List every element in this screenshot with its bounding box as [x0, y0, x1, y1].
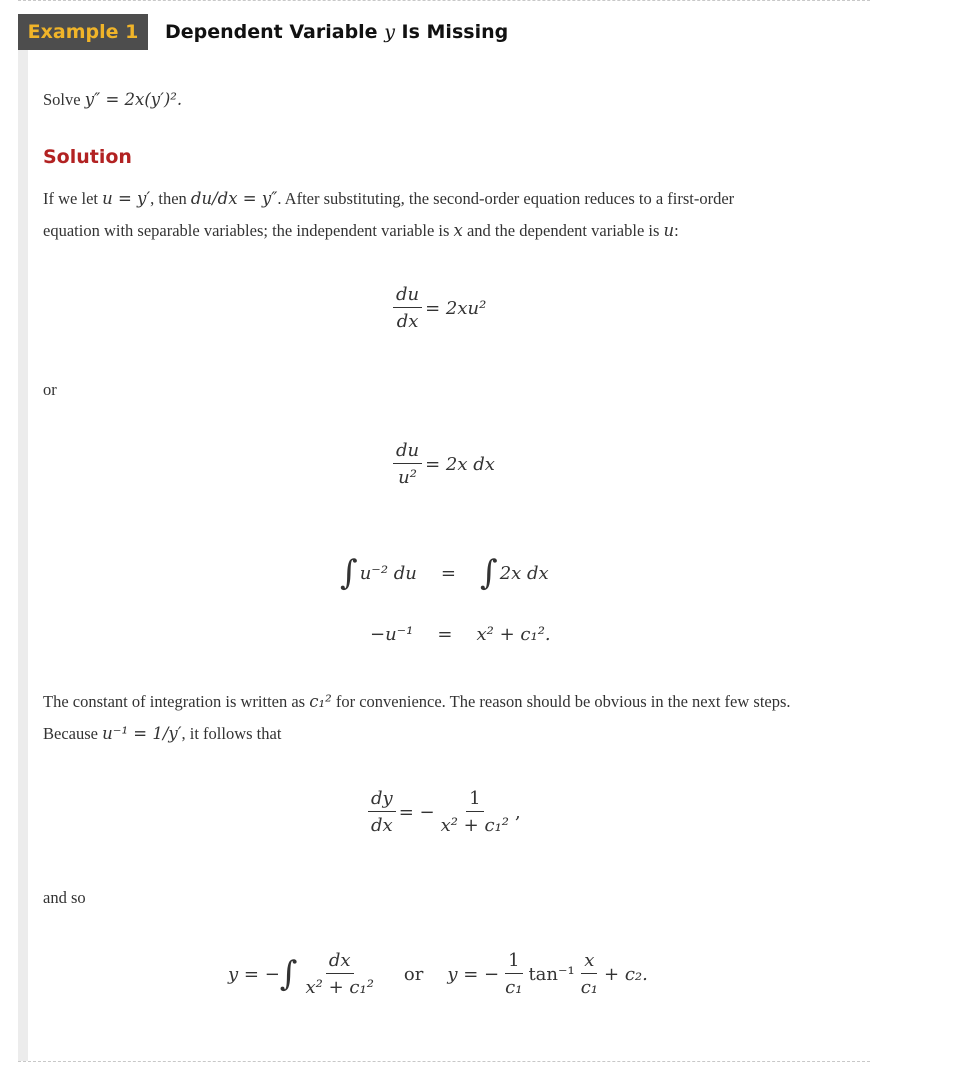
equation-lhs: y = −	[228, 963, 280, 985]
or-text: or	[43, 380, 57, 399]
equation-3	[340, 553, 549, 593]
equation-rhs: = 2x dx	[425, 453, 495, 475]
equation-1	[390, 284, 486, 332]
equation-tail: + c₂.	[604, 963, 648, 985]
denominator: c₁	[505, 977, 523, 998]
text: Because	[43, 724, 103, 743]
problem-equation: y″ = 2x(y′)².	[84, 90, 183, 109]
fraction	[303, 950, 377, 998]
bottom-dashed-border	[18, 1061, 870, 1062]
or-word: or	[403, 963, 424, 985]
numerator: x	[581, 950, 597, 974]
denominator: c₁	[580, 977, 599, 998]
and-so-text: and so	[43, 888, 86, 907]
integral-icon: ∫	[340, 553, 358, 593]
equation-lhs: u⁻² du	[359, 562, 417, 584]
equation-lhs: −u⁻¹	[370, 624, 414, 645]
problem-statement	[43, 90, 182, 110]
fraction	[393, 284, 422, 332]
math-inline: x	[453, 221, 463, 240]
integral-icon: ∫	[279, 954, 298, 994]
text: and the dependent variable is	[462, 221, 664, 240]
text: equation with separable variables; the independent variable is	[43, 221, 454, 240]
equation-rhs: 2x dx	[499, 562, 549, 584]
top-dashed-border	[18, 0, 870, 1]
math-inline: u = y′	[102, 189, 151, 208]
fraction	[368, 788, 396, 836]
text: The constant of integration is written as	[43, 692, 310, 711]
equals-sign: =	[437, 624, 453, 645]
paragraph-1-line-2	[43, 221, 679, 241]
text: . After substituting, the second-order equation reduces to a first-order	[277, 189, 735, 208]
paragraph-1-line-1	[43, 189, 734, 209]
denominator: x² + c₁²	[305, 977, 374, 998]
fraction	[578, 950, 601, 998]
numerator: 1	[505, 950, 522, 974]
solution-heading: Solution	[43, 146, 132, 168]
numerator: dy	[368, 788, 396, 812]
fraction	[438, 788, 512, 836]
numerator: 1	[466, 788, 483, 812]
math-inline: du/dx = y″	[190, 189, 278, 208]
paragraph-2-line-1	[43, 692, 791, 712]
equals-sign: =	[440, 562, 456, 584]
denominator: dx	[371, 815, 393, 836]
text: , then	[150, 189, 191, 208]
text: :	[674, 221, 679, 240]
title-text-after: Is Missing	[394, 21, 509, 43]
numerator: du	[393, 284, 422, 308]
equation-rhs: = 2xu²	[425, 297, 487, 319]
title-variable: y	[384, 21, 395, 43]
equation-5	[365, 788, 521, 836]
fraction	[393, 440, 422, 488]
equation-lhs-2: y = −	[447, 963, 500, 985]
comma: ,	[515, 801, 521, 823]
denominator: u²	[398, 467, 417, 488]
arctan-function: tan⁻¹	[528, 963, 575, 985]
denominator: dx	[396, 311, 419, 332]
text: for convenience. The reason should be obvious in the next few steps.	[331, 692, 791, 711]
text: If we let	[43, 189, 103, 208]
fraction	[502, 950, 525, 998]
text: , it follows that	[181, 724, 282, 743]
math-inline: c₁²	[309, 692, 332, 711]
numerator: dx	[326, 950, 354, 974]
example-badge: Example 1	[18, 14, 148, 50]
equation-4	[370, 624, 551, 645]
equals-minus: = −	[398, 801, 435, 823]
equation-rhs: x² + c₁².	[476, 624, 551, 645]
math-inline: u⁻¹ = 1/y′	[102, 724, 182, 743]
denominator: x² + c₁²	[440, 815, 509, 836]
equation-2	[390, 440, 495, 488]
problem-label: Solve	[43, 90, 85, 109]
example-left-bar	[18, 50, 28, 1061]
math-inline: u	[663, 221, 675, 240]
example-title	[165, 14, 508, 50]
integral-icon: ∫	[479, 553, 498, 593]
equation-6	[228, 950, 648, 998]
numerator: du	[393, 440, 422, 464]
title-text-before: Dependent Variable	[165, 21, 385, 43]
paragraph-2-line-2	[43, 724, 281, 744]
